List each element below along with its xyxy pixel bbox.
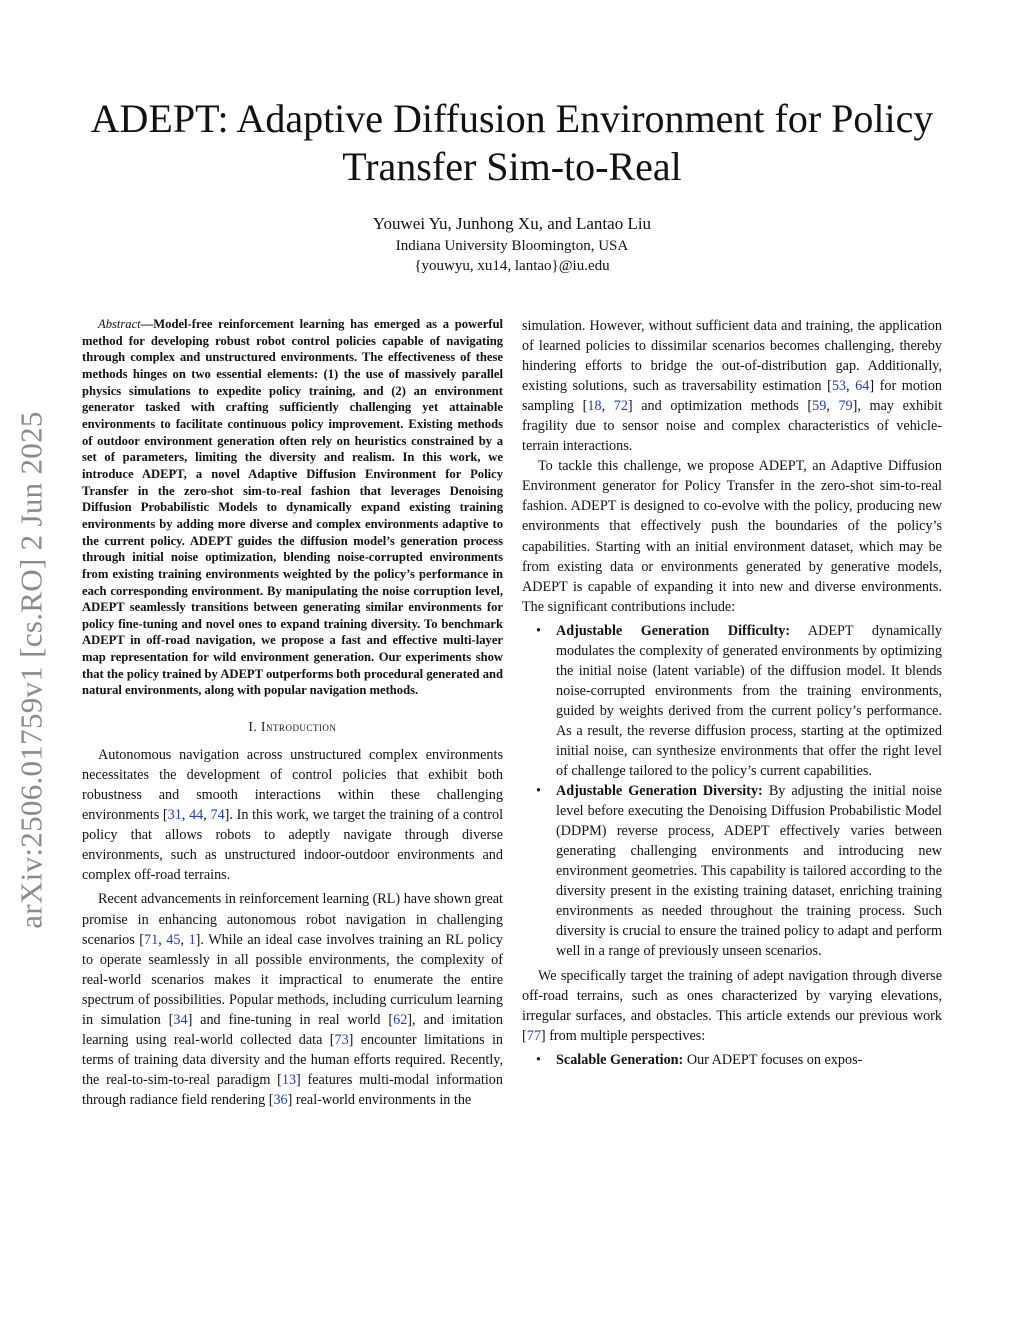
abstract-label: Abstract [98, 317, 141, 331]
text-run: ]. While an ideal case involves training an RL policy to operate seamlessly in all possible environments, the complexity of real-world scenarios makes it impractical to enumerate the entire spectrum of possibilities. Popular methods, including curriculum learning in simulation [ [82, 931, 504, 1028]
bullet-title: Scalable Generation: [556, 1051, 684, 1068]
text-run: ] real-world environments in the [287, 1091, 472, 1108]
citation-link[interactable]: 13 [281, 1071, 297, 1088]
text-run: , [158, 931, 167, 948]
perspectives-list [522, 1050, 942, 1070]
bullet-title: Adjustable Generation Difficulty: [556, 622, 791, 639]
paper-authors: Youwei Yu, Junhong Xu, and Lantao Liu [372, 214, 652, 233]
arxiv-identifier [8, 380, 56, 960]
section-title: Introduction [261, 719, 337, 735]
citation-link[interactable]: 36 [273, 1091, 288, 1108]
citation-link[interactable]: 1 [188, 931, 196, 948]
list-item [522, 621, 942, 781]
abstract-dash: — [140, 317, 154, 331]
bullet-text: By adjusting the initial noise level before executing the Denoising Diffusion Probabilistic Model (DDPM) reverse process, ADEPT effectively varies between generating challenging environments and introducing new environment geometries. This capability is tailored according to the diversity present in the existing training dataset, enriching training environments as needed throughout the training process. Such diversity is crucial to ensure the trained policy to adapt and perform well in a range of previously unseen scenarios. [556, 783, 942, 960]
text-run: Autonomous navigation across unstructured complex environments necessitates the development of control policies that exhibit both robustness and smooth interactions within these challenging environments [ [82, 747, 503, 824]
section-number: I. [248, 719, 258, 735]
contributions-list [522, 621, 942, 962]
text-run: We specifically target the training of adept navigation through diverse off-road terrains, such as ones characterized by varying elevations, irregular surfaces, and obstacles. This article extends our previous work [ [522, 967, 942, 1044]
intro-paragraph-1 [82, 745, 503, 885]
citation-link[interactable]: 34 [173, 1011, 188, 1028]
right-column [522, 316, 942, 1074]
text-run: ] encounter limitations in terms of training data diversity and the human efforts required. Recently, the real-to-sim-to-real paradigm [ [82, 1031, 503, 1088]
text-run: ] features multi-modal information through radiance field rendering [ [82, 1071, 503, 1108]
text-run: ], and imitation learning using real-world collected data [ [82, 1011, 503, 1048]
citation-link[interactable]: 44 [189, 807, 204, 824]
text-run: , [601, 398, 614, 415]
text-run: , [826, 398, 839, 415]
text-run: ] for motion sampling [ [522, 378, 943, 415]
section-heading-introduction [82, 717, 503, 737]
citation-link[interactable]: 64 [855, 378, 870, 395]
citation-link[interactable]: 73 [334, 1031, 349, 1048]
text-run: Recent advancements in reinforcement learning (RL) have shown great promise in enhancing autonomous robot navigation in challenging scenarios [ [82, 891, 503, 948]
citation-link[interactable]: 53 [831, 378, 846, 395]
abstract [82, 316, 503, 699]
citation-link[interactable]: 77 [526, 1027, 541, 1044]
citation-link[interactable]: 45 [166, 931, 181, 948]
text-run: , [181, 807, 190, 824]
citation-link[interactable]: 18 [587, 398, 602, 415]
citation-link[interactable]: 59 [812, 398, 827, 415]
citation-link[interactable]: 71 [144, 931, 159, 948]
bullet-title: Adjustable Generation Diversity: [556, 783, 763, 800]
citation-link[interactable]: 72 [613, 398, 628, 415]
citation-link[interactable]: 31 [167, 807, 182, 824]
right-paragraph-2: To tackle this challenge, we propose ADEPT, an Adaptive Diffusion Environment generator for Policy Transfer in the zero-shot sim-to-real fashion. ADEPT is designed to co-evolve with the policy, producing new environments that effectively push the boundaries of the policy’s capabilities. Starting with an initial environment dataset, which may be from existing data or environments generated by generative models, ADEPT is capable of expanding it into new and diverse environments. The significant contributions include: [522, 458, 942, 615]
text-run: ] and optimization methods [ [627, 398, 813, 415]
text-run: ] and fine-tuning in real world [ [187, 1011, 394, 1028]
right-paragraph-3 [522, 966, 942, 1046]
text-run: , [203, 807, 211, 824]
text-run: , [846, 378, 856, 395]
text-run: ], may exhibit fragility due to sensor noise and complex characteristics of vehicle-terrain interactions. [522, 398, 943, 455]
arxiv-identifier-text: arXiv:2506.01759v1 [cs.RO] 2 Jun 2025 [14, 411, 49, 929]
citation-link[interactable]: 79 [838, 398, 853, 415]
text-run: ]. In this work, we target the training of a control policy that allows robots to adeptly navigate through diverse environments, such as unstructured indoor-outdoor environments and complex off-road terrains. [82, 807, 504, 884]
paper-affiliation: Indiana University Bloomington, USA [395, 238, 629, 254]
citation-link[interactable]: 62 [393, 1011, 408, 1028]
right-paragraph-1 [522, 316, 942, 456]
bullet-text: Our ADEPT focuses on expos- [683, 1051, 863, 1068]
text-run: ] from multiple perspectives: [540, 1027, 706, 1044]
list-item [522, 781, 942, 961]
list-item [522, 1050, 942, 1070]
bullet-text: ADEPT dynamically modulates the complexity of generated environments by optimizing the initial noise (latent variable) of the diffusion model. It blends noise-corrupted environments from the training environments, guided by weights derived from the current policy’s performance. As a result, the reverse diffusion process, starting at the optimized initial noise, can synthesize environments that offer the right level of challenge tailored to the policy’s current capabilities. [556, 622, 942, 780]
paper-email: {youwyu, xu14, lantao}@iu.edu [414, 258, 610, 274]
intro-paragraph-2 [82, 889, 503, 1110]
paper-title: ADEPT: Adaptive Diffusion Environment for Policy Transfer Sim-to-Real [90, 96, 934, 189]
abstract-text: Model-free reinforcement learning has emerged as a powerful method for developing robust robot control policies capable of navigating through complex and unstructured environments. The effectiveness of these methods hinges on two essential elements: (1) the use of massively parallel physics simulations to expedite policy training, and (2) an environment generator tasked with crafting sufficiently challenging yet attainable environments to facilitate continuous policy improvement. Existing methods of outdoor environment generation often rely on heuristics constrained by a set of parameters, limiting the diversity and realism. In this work, we introduce ADEPT, a novel Adaptive Diffusion Environment for Policy Transfer in the zero-shot sim-to-real fashion that leverages Denoising Diffusion Probabilistic Models to dynamically expand existing training environments by adding more diverse and complex environments adaptive to the current policy. ADEPT guides the diffusion model’s generation process through initial noise optimization, blending noise-corrupted environments from existing training environments weighted by the policy’s performance in each corresponding environment. By manipulating the noise corruption level, ADEPT seamlessly transitions between generating similar environments for policy fine-tuning and novel ones to expand training diversity. To benchmark ADEPT in off-road navigation, we propose a fast and effective multi-layer map representation for wild environment generation. Our experiments show that the policy trained by ADEPT outperforms both procedural generated and natural environments, along with popular navigation methods. [82, 317, 503, 698]
text-run: simulation. However, without sufficient data and training, the application of learned policies to dissimilar scenarios becomes challenging, thereby hindering efforts to bridge the out-of-distribution gap. Additionally, existing solutions, such as traversability estimation [ [522, 318, 942, 395]
left-column [82, 316, 503, 1110]
text-run: , [180, 931, 189, 948]
citation-link[interactable]: 74 [210, 807, 225, 824]
